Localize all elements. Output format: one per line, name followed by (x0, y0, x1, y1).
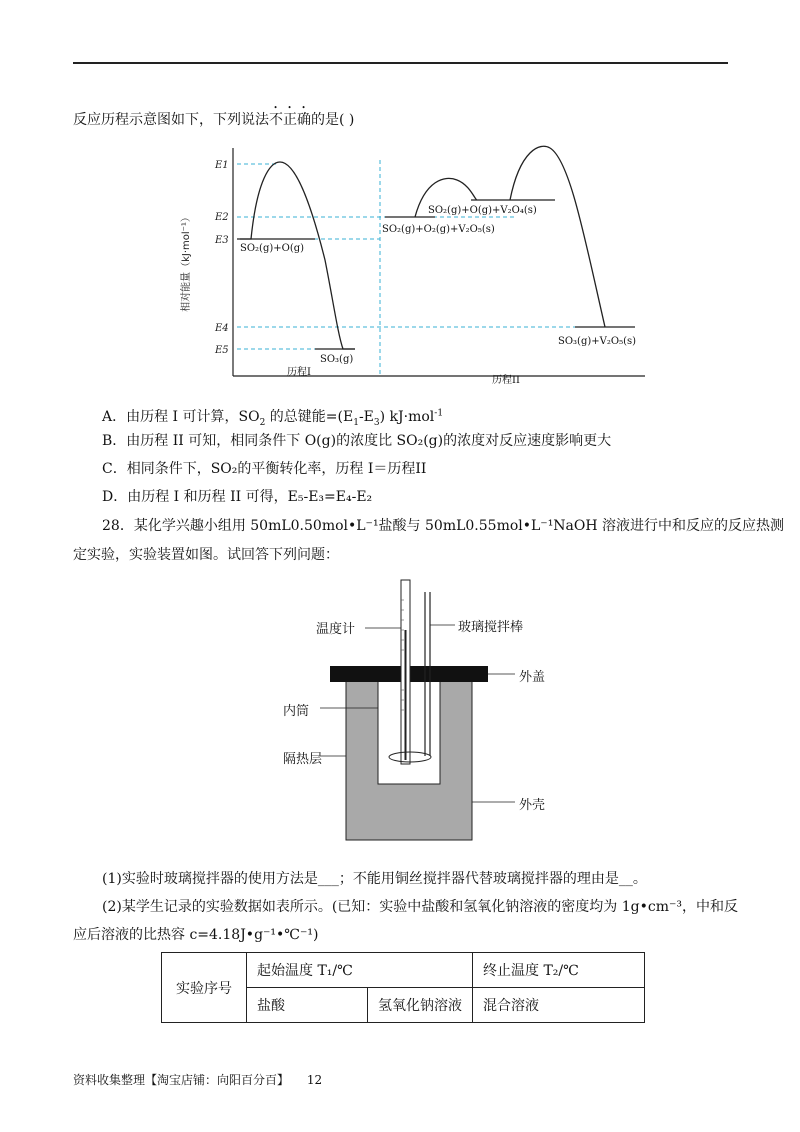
species-so3-v2o5: SO₃(g)+V₂O₅(s) (558, 336, 637, 347)
table-header-hcl: 盐酸 (247, 988, 368, 1023)
question-28-part-2-line1: (2)某学生记录的实验数据如表所示。(已知：实验中盐酸和氢氧化钠溶液的密度均为 1g•cm⁻³，中和反 (102, 899, 738, 915)
data-table (161, 952, 645, 1023)
label-outer-shell: 外壳 (519, 798, 546, 813)
y-axis-label: 相对能量（kJ·mol⁻¹） (181, 212, 192, 312)
intro-text-a: 反应历程示意图如下，下列说法 (73, 112, 269, 128)
level-label-e5: E5 (215, 345, 229, 356)
question-28-part-2-line2: 应后溶液的比热容 c=4.18J•g⁻¹•℃⁻¹) (73, 927, 319, 943)
path-ii-label: 历程II (492, 375, 520, 386)
intro-emphasis: 不正确 (269, 112, 311, 128)
header-rule (73, 62, 728, 64)
label-stirrer: 玻璃搅拌棒 (458, 620, 524, 635)
label-inner-cylinder: 内筒 (283, 704, 310, 719)
level-label-e3: E3 (215, 235, 229, 246)
species-so3: SO₃(g) (320, 354, 354, 365)
question-27-intro (73, 104, 354, 130)
path-ii-curve-2 (510, 146, 605, 327)
footer-source: 资料收集整理【淘宝店铺：向阳百分百】 (73, 1073, 290, 1087)
option-b: B．由历程 II 可知，相同条件下 O(g)的浓度比 SO₂(g)的浓度对反应速度影响更大 (102, 433, 612, 449)
option-d: D．由历程 I 和历程 II 可得，E₅-E₃=E₄-E₂ (102, 489, 373, 505)
level-guides (237, 164, 635, 349)
path-i-curve (240, 162, 355, 349)
species-so2-o-v2o4: SO₂(g)+O(g)+V₂O₄(s) (428, 205, 537, 216)
label-insulation: 隔热层 (283, 752, 323, 767)
table-header-start-temp: 起始温度 T₁/℃ (247, 953, 473, 988)
page-number: 12 (306, 1073, 323, 1087)
level-label-e1: E1 (215, 160, 229, 171)
table-header-naoh: 氢氧化钠溶液 (368, 988, 473, 1023)
table-header-end-temp: 终止温度 T₂/℃ (473, 953, 645, 988)
label-outer-lid: 外盖 (519, 670, 546, 685)
species-so2-o: SO₂(g)+O(g) (240, 243, 305, 254)
label-thermometer: 温度计 (316, 622, 356, 637)
table-header-mixed: 混合溶液 (473, 988, 645, 1023)
question-28-part-1: (1)实验时玻璃搅拌器的使用方法是___；不能用铜丝搅拌器代替玻璃搅拌器的理由是__。 (102, 871, 647, 887)
question-28-line2: 定实验，实验装置如图。试回答下列问题： (73, 547, 339, 563)
intro-text-b: 的是( ) (311, 112, 355, 128)
option-c: C．相同条件下，SO₂的平衡转化率，历程 I＝历程II (102, 461, 427, 477)
level-label-e2: E2 (215, 212, 229, 223)
energy-diagram (175, 140, 655, 390)
species-so2-o2-v2o5: SO₂(g)+O₂(g)+V₂O₅(s) (382, 224, 495, 235)
path-i-label: 历程I (287, 367, 311, 378)
footer (73, 1071, 322, 1088)
table-header-sequence: 实验序号 (162, 953, 247, 1023)
level-label-e4: E4 (215, 323, 229, 334)
question-28-line1: 28．某化学兴趣小组用 50mL0.50mol•L⁻¹盐酸与 50mL0.55mol•L⁻¹NaOH 溶液进行中和反应的反应热测 (102, 518, 785, 534)
option-a: A．由历程 I 可计算，$SO_2$ 的总键能$=(E_1-E_3)$ kJ·mol$^{-1}$ (102, 408, 444, 428)
